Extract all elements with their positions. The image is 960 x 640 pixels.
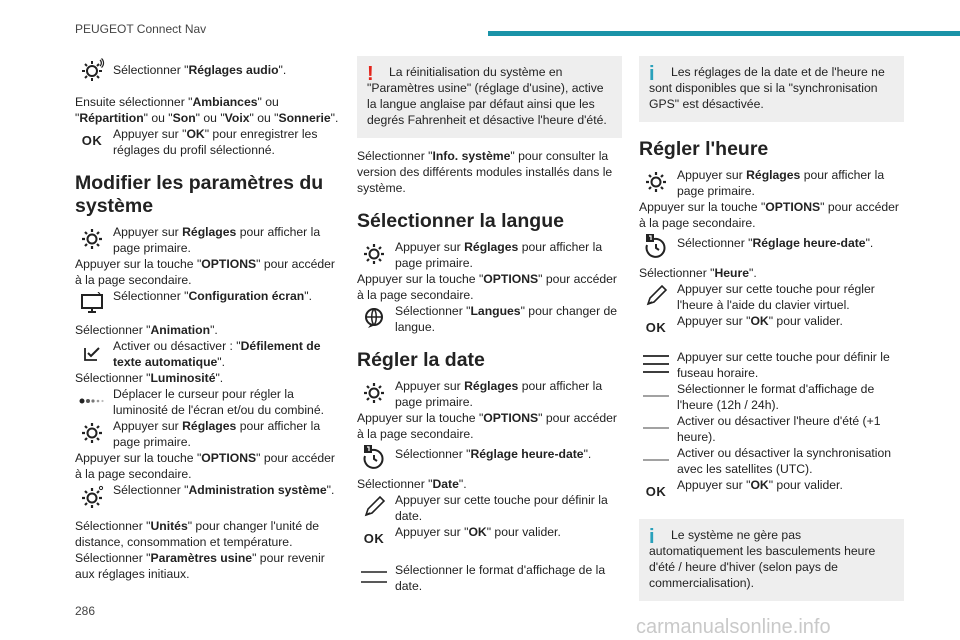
running-header: PEUGEOT Connect Nav <box>75 22 207 36</box>
info-box: i Les réglages de la date et de l'heure ne sont disponibles que si la "synchronisation GPS" est désactivée. <box>639 56 904 122</box>
step-auto-scroll: Activer ou désactiver : "Défilement de texte automatique". <box>75 338 340 370</box>
animation-text: Sélectionner "Animation". <box>75 323 218 337</box>
watermark: carmanualsonline.info <box>636 616 831 638</box>
step-pen-time: Appuyer sur cette touche pour régler l'heure à l'aide du clavier virtuel. <box>639 281 904 313</box>
checkbox-icon <box>75 338 109 368</box>
step-date-format: Sélectionner le format d'affichage de la date. <box>357 562 622 594</box>
ambiances-text: Ensuite sélectionner "Ambiances" ou "Répartition" ou "Son" ou "Voix" ou "Sonnerie". <box>75 95 339 125</box>
format-bar-icon <box>357 562 391 592</box>
gear-icon <box>357 378 391 408</box>
pencil-icon <box>639 281 673 311</box>
step-ok-save: OK Appuyer sur "OK" pour enregistrer les réglages du profil sélectionné. <box>75 126 340 158</box>
step-settings: Appuyer sur Réglages pour afficher la page primaire. <box>357 239 622 271</box>
gear-icon <box>639 167 673 197</box>
options-text-2: Appuyer sur la touche "OPTIONS" pour accéder à la page secondaire. <box>75 451 335 481</box>
double-gear-icon <box>75 482 109 512</box>
step-languages: Sélectionner "Langues" pour changer de langue. <box>357 303 622 335</box>
heading-set-date: Régler la date <box>357 349 485 371</box>
header-accent-bar <box>488 31 960 36</box>
sysinfo-text: Sélectionner "Info. système" pour consulter la version des différents modules installés dans le système. <box>357 149 613 195</box>
step-sync: Activer ou désactiver la synchronisation avec les satellites (UTC). <box>639 445 904 477</box>
step-time-date-setting: Sélectionner "Réglage heure-date". <box>639 231 904 261</box>
menu-lines-icon <box>639 349 673 379</box>
step-ok-validate: OK Appuyer sur "OK" pour valider. <box>639 313 904 343</box>
gear-sound-icon <box>75 56 109 86</box>
heading-modify-system: Modifier les paramètres du système <box>75 172 324 217</box>
info-icon: i <box>649 63 655 85</box>
line-icon <box>639 381 673 411</box>
step-settings-2: Appuyer sur Réglages pour afficher la page primaire. <box>357 378 622 410</box>
ok-button-icon: OK <box>645 320 667 335</box>
hour-text: Sélectionner "Heure". <box>639 266 757 280</box>
monitor-icon <box>75 288 109 318</box>
clock-calendar-icon <box>639 231 673 261</box>
step-dst: Activer ou désactiver l'heure d'été (+1 heure). <box>639 413 904 445</box>
warning-box: ! La réinitialisation du système en "Paramètres usine" (réglage d'usine), active la langue anglaise par défaut ainsi que les degrés Fahrenheit et désactive l'heure d'été. <box>357 56 622 138</box>
options-text-2: Appuyer sur la touche "OPTIONS" pour accéder à la page secondaire. <box>357 411 617 441</box>
options-text: Appuyer sur la touche "OPTIONS" pour accéder à la page secondaire. <box>357 272 617 302</box>
line-icon <box>639 445 673 475</box>
step-system-admin: Sélectionner "Administration système". <box>75 482 340 512</box>
column-1 <box>75 56 340 582</box>
date-text: Sélectionner "Date". <box>357 477 467 491</box>
step-screen-config: Sélectionner "Configuration écran". <box>75 288 340 318</box>
info-box-dst: i Le système ne gère pas automatiquement les basculements heure d'été / heure d'hiver (selon pays de commercialisation). <box>639 519 904 601</box>
step-slider: Déplacer le curseur pour régler la luminosité de l'écran et/ou du combiné. <box>75 386 340 418</box>
brightness-text: Sélectionner "Luminosité". <box>75 371 224 385</box>
column-3 <box>639 56 904 601</box>
step-time-date-setting: Sélectionner "Réglage heure-date". <box>357 442 622 472</box>
line-icon <box>639 413 673 443</box>
options-text: Appuyer sur la touche "OPTIONS" pour accéder à la page secondaire. <box>75 257 335 287</box>
step-settings: Appuyer sur Réglages pour afficher la page primaire. <box>75 224 340 256</box>
step-pen-date: Appuyer sur cette touche pour définir la date. <box>357 492 622 524</box>
page-number: 286 <box>75 604 96 618</box>
column-2 <box>357 56 622 594</box>
step-ok-validate: OK Appuyer sur "OK" pour valider. <box>357 524 622 554</box>
ok-button-icon: OK <box>645 484 667 499</box>
step-time-format: Sélectionner le format d'affichage de l'heure (12h / 24h). <box>639 381 904 413</box>
pencil-icon <box>357 492 391 522</box>
globe-chat-icon <box>357 303 391 333</box>
gear-icon <box>75 224 109 254</box>
ok-button-icon: OK <box>363 531 385 546</box>
clock-calendar-icon <box>357 442 391 472</box>
warning-icon: ! <box>367 63 374 85</box>
units-text: Sélectionner "Unités" pour changer l'unité de distance, consommation et température. <box>75 519 320 549</box>
heading-select-language: Sélectionner la langue <box>357 210 564 232</box>
step-settings: Appuyer sur Réglages pour afficher la page primaire. <box>639 167 904 199</box>
slider-dots-icon <box>75 386 109 416</box>
info-icon: i <box>649 526 655 548</box>
step-ok-validate-2: OK Appuyer sur "OK" pour valider. <box>639 477 904 507</box>
options-text: Appuyer sur la touche "OPTIONS" pour accéder à la page secondaire. <box>639 200 899 230</box>
step-audio-settings: Sélectionner "Réglages audio". <box>75 56 340 86</box>
step-timezone: Appuyer sur cette touche pour définir le fuseau horaire. <box>639 349 904 381</box>
factory-text: Sélectionner "Paramètres usine" pour revenir aux réglages initiaux. <box>75 551 325 581</box>
heading-set-time: Régler l'heure <box>639 138 769 160</box>
step-settings-2: Appuyer sur Réglages pour afficher la page primaire. <box>75 418 340 450</box>
gear-icon <box>75 418 109 448</box>
gear-icon <box>357 239 391 269</box>
ok-button-icon: OK <box>81 133 103 148</box>
